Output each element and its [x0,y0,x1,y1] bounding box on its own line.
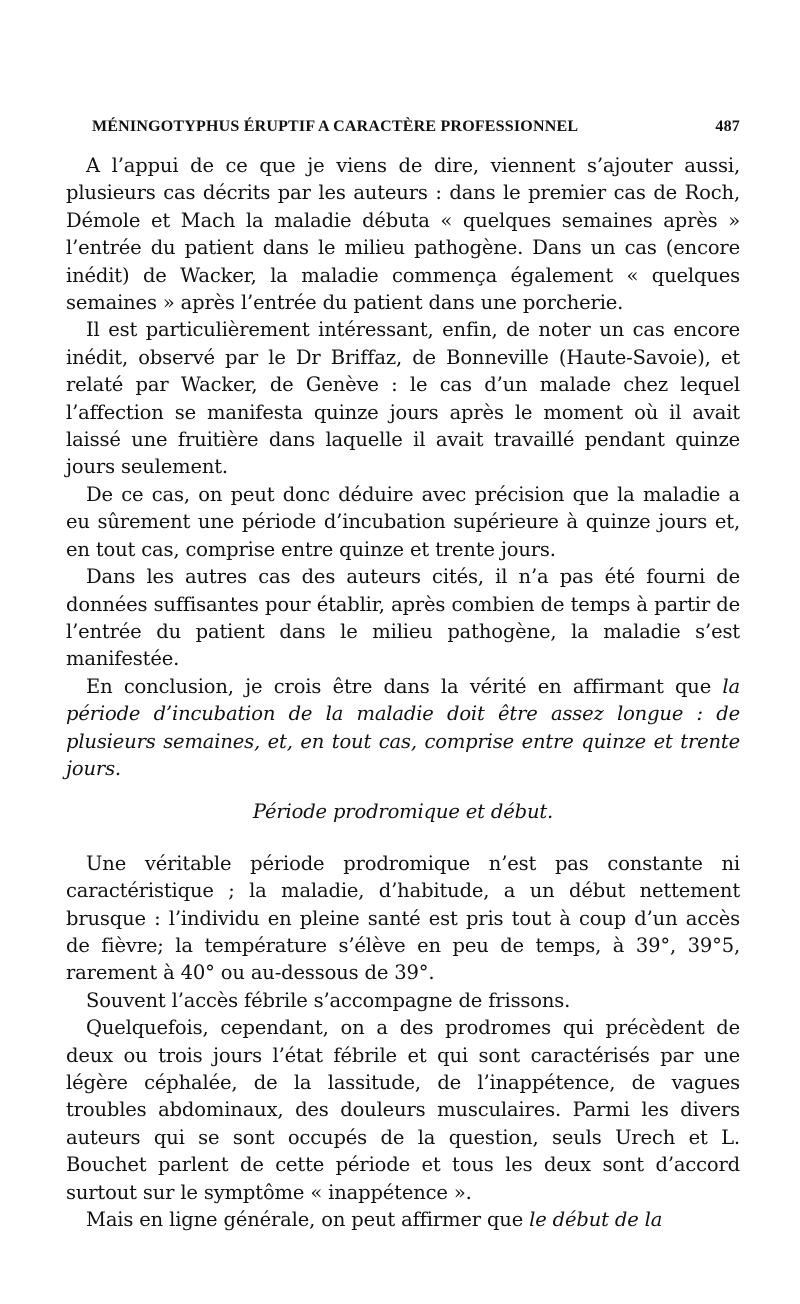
page-number: 487 [715,118,740,135]
paragraph-other-cases: Dans les autres cas des auteurs cités, il n’a pas été fourni de données suffisantes pour établir, après combien de temps à partir de l’entrée du patient dans le milieu pathogène, la maladie s’est manifestée. [66,565,740,671]
book-page [66,118,740,1233]
paragraph-briffaz-case: Il est particulièrement intéressant, enfin, de noter un cas encore inédit, observé par le Dr Briffaz, de Bonneville (Haute-Savoie), et relaté par Wacker, de Genève : le cas d’un malade chez lequel l’affection se manifesta quinze jours après le moment où il avait laissé une fruitière dans laquelle il avait travaillé pendant quinze jours seulement. [66,318,740,479]
section-heading: Période prodromique et début. [252,800,554,824]
paragraph-conclusion [66,673,740,783]
final-lead: Mais en ligne générale, on peut affirmer que [86,1208,524,1232]
paragraph-prodromic: Une véritable période prodromique n’est pas constante ni caractéristique ; la maladie, d’habitude, a un début nettement brusque : l’individu en pleine santé est pris tout à coup d’un accès de fièvre; la température s’élève en peu de temps, à 39°, 39°5, rarement à 40° ou au-dessous de 39°. [66,851,740,985]
paragraph-roch-cases: A l’appui de ce que je viens de dire, viennent s’ajouter aussi, plusieurs cas décrits par les auteurs : dans le premier cas de Roch, Démole et Mach la maladie débuta « quelques semaines après » l’entrée du patient dans le milieu pathogène. Dans un cas (encore inédit) de Wacker, la maladie commença également « quelques semaines » après l’entrée du patient dans une porcherie. [66,154,740,315]
paragraph-final [66,1206,740,1233]
body-text [66,152,740,1233]
paragraph-chills: Souvent l’accès fébrile s’accompagne de frissons. [86,988,571,1012]
running-head [66,118,740,136]
paragraph-prodromes: Quelquefois, cependant, on a des prodromes qui précèdent de deux ou trois jours l’état fébrile et qui sont caractérisés par une légère céphalée, de la lassitude, de l’inappétence, de vagues troubles abdominaux, des douleurs musculaires. Parmi les divers auteurs qui se sont occupés de la question, seuls Urech et L. Bouchet parlent de cette période et tous les deux sont d’accord surtout sur le symptôme « inappétence ». [66,1016,740,1204]
running-title: MÉNINGOTYPHUS ÉRUPTIF A CARACTÈRE PROFESSIONNEL [92,118,579,135]
final-emphasis: le début de la [529,1208,663,1232]
conclusion-lead: En conclusion, je crois être dans la vérité en affirmant que [86,674,712,698]
paragraph-deduction: De ce cas, on peut donc déduire avec précision que la maladie a eu sûrement une période d’incubation supérieure à quinze jours et, en tout cas, comprise entre quinze et trente jours. [66,482,740,561]
conclusion-emphasis: la période d’incubation de la maladie doit être assez longue : de plusieurs semaines, et, en tout cas, comprise entre quinze et trente jours. [66,674,740,780]
